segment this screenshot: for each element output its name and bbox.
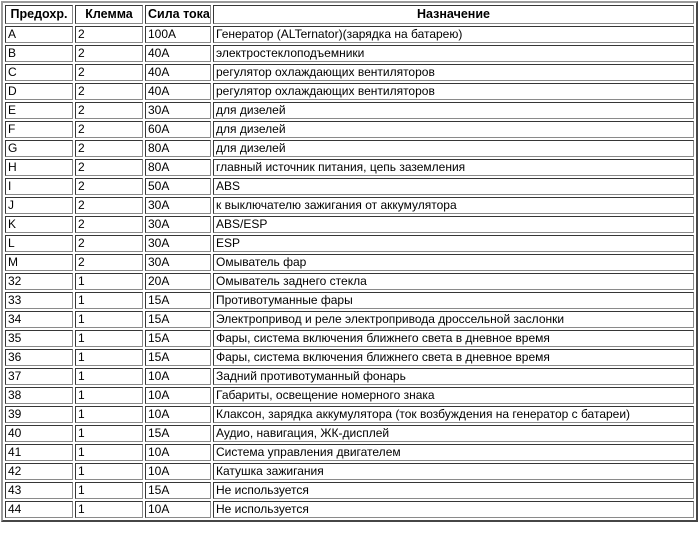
terminal-cell: 2 xyxy=(75,197,143,214)
table-row xyxy=(5,501,694,518)
fuse-cell: E xyxy=(5,102,73,119)
purpose-cell: Задний противотуманный фонарь xyxy=(213,368,694,385)
fuse-cell: 33 xyxy=(5,292,73,309)
purpose-cell: ESP xyxy=(213,235,694,252)
purpose-cell: Аудио, навигация, ЖК-дисплей xyxy=(213,425,694,442)
purpose-cell: к выключателю зажигания от аккумулятора xyxy=(213,197,694,214)
table-body xyxy=(5,26,694,518)
amperage-cell: 10A xyxy=(145,406,211,423)
purpose-cell: регулятор охлаждающих вентиляторов xyxy=(213,83,694,100)
purpose-cell: ABS/ESP xyxy=(213,216,694,233)
terminal-cell: 1 xyxy=(75,501,143,518)
fuse-cell: C xyxy=(5,64,73,81)
purpose-cell: ABS xyxy=(213,178,694,195)
amperage-cell: 10A xyxy=(145,463,211,480)
terminal-cell: 1 xyxy=(75,330,143,347)
terminal-cell: 2 xyxy=(75,235,143,252)
purpose-cell: Фары, система включения ближнего света в дневное время xyxy=(213,330,694,347)
table-row xyxy=(5,121,694,138)
table-row xyxy=(5,197,694,214)
amperage-cell: 60A xyxy=(145,121,211,138)
purpose-cell: Генератор (ALTernator)(зарядка на батарею) xyxy=(213,26,694,43)
fuse-assignment-table xyxy=(1,1,698,522)
purpose-cell: Система управления двигателем xyxy=(213,444,694,461)
purpose-cell: Габариты, освещение номерного знака xyxy=(213,387,694,404)
fuse-cell: J xyxy=(5,197,73,214)
purpose-cell: Не используется xyxy=(213,482,694,499)
purpose-cell: Омыватель фар xyxy=(213,254,694,271)
fuse-cell: 42 xyxy=(5,463,73,480)
amperage-cell: 15A xyxy=(145,292,211,309)
terminal-cell: 1 xyxy=(75,292,143,309)
terminal-cell: 2 xyxy=(75,140,143,157)
terminal-cell: 2 xyxy=(75,64,143,81)
table-row xyxy=(5,387,694,404)
terminal-cell: 2 xyxy=(75,121,143,138)
terminal-cell: 2 xyxy=(75,159,143,176)
amperage-cell: 10A xyxy=(145,368,211,385)
amperage-cell: 15A xyxy=(145,425,211,442)
amperage-cell: 80A xyxy=(145,140,211,157)
amperage-cell: 20A xyxy=(145,273,211,290)
amperage-cell: 40A xyxy=(145,83,211,100)
purpose-cell: Фары, система включения ближнего света в дневное время xyxy=(213,349,694,366)
fuse-cell: H xyxy=(5,159,73,176)
amperage-cell: 30A xyxy=(145,235,211,252)
terminal-cell: 2 xyxy=(75,254,143,271)
table-row xyxy=(5,425,694,442)
table-row xyxy=(5,444,694,461)
purpose-cell: для дизелей xyxy=(213,121,694,138)
fuse-cell: I xyxy=(5,178,73,195)
terminal-cell: 1 xyxy=(75,387,143,404)
fuse-cell: 36 xyxy=(5,349,73,366)
table-row xyxy=(5,159,694,176)
fuse-cell: G xyxy=(5,140,73,157)
table-row xyxy=(5,140,694,157)
amperage-cell: 100A xyxy=(145,26,211,43)
table-row xyxy=(5,330,694,347)
amperage-cell: 40A xyxy=(145,64,211,81)
table-row xyxy=(5,368,694,385)
fuse-cell: L xyxy=(5,235,73,252)
purpose-cell: Электропривод и реле электропривода дроссельной заслонки xyxy=(213,311,694,328)
amperage-cell: 15A xyxy=(145,330,211,347)
fuse-cell: M xyxy=(5,254,73,271)
purpose-cell: Не используется xyxy=(213,501,694,518)
purpose-cell: Омыватель заднего стекла xyxy=(213,273,694,290)
table-row xyxy=(5,64,694,81)
purpose-cell: электростеклоподъемники xyxy=(213,45,694,62)
fuse-cell: 44 xyxy=(5,501,73,518)
amperage-cell: 80A xyxy=(145,159,211,176)
column-header-fuse: Предохр. xyxy=(5,5,73,24)
amperage-cell: 10A xyxy=(145,387,211,404)
table-row xyxy=(5,254,694,271)
table-row xyxy=(5,311,694,328)
terminal-cell: 1 xyxy=(75,311,143,328)
fuse-cell: A xyxy=(5,26,73,43)
amperage-cell: 30A xyxy=(145,254,211,271)
fuse-cell: 34 xyxy=(5,311,73,328)
purpose-cell: Клаксон, зарядка аккумулятора (ток возбуждения на генератор с батареи) xyxy=(213,406,694,423)
amperage-cell: 30A xyxy=(145,102,211,119)
terminal-cell: 2 xyxy=(75,83,143,100)
amperage-cell: 10A xyxy=(145,444,211,461)
terminal-cell: 1 xyxy=(75,349,143,366)
terminal-cell: 1 xyxy=(75,463,143,480)
table-row xyxy=(5,178,694,195)
terminal-cell: 2 xyxy=(75,26,143,43)
table-row xyxy=(5,102,694,119)
table-row xyxy=(5,463,694,480)
table-row xyxy=(5,235,694,252)
terminal-cell: 1 xyxy=(75,425,143,442)
purpose-cell: главный источник питания, цепь заземления xyxy=(213,159,694,176)
table-row xyxy=(5,83,694,100)
terminal-cell: 1 xyxy=(75,273,143,290)
terminal-cell: 1 xyxy=(75,444,143,461)
purpose-cell: регулятор охлаждающих вентиляторов xyxy=(213,64,694,81)
fuse-cell: 35 xyxy=(5,330,73,347)
terminal-cell: 1 xyxy=(75,482,143,499)
table-row xyxy=(5,292,694,309)
column-header-terminal: Клемма xyxy=(75,5,143,24)
purpose-cell: Катушка зажигания xyxy=(213,463,694,480)
fuse-cell: 37 xyxy=(5,368,73,385)
header-row xyxy=(5,5,694,24)
fuse-cell: 40 xyxy=(5,425,73,442)
terminal-cell: 1 xyxy=(75,406,143,423)
table-row xyxy=(5,45,694,62)
fuse-cell: D xyxy=(5,83,73,100)
purpose-cell: Противотуманные фары xyxy=(213,292,694,309)
amperage-cell: 30A xyxy=(145,216,211,233)
fuse-cell: B xyxy=(5,45,73,62)
fuse-cell: 43 xyxy=(5,482,73,499)
terminal-cell: 2 xyxy=(75,178,143,195)
amperage-cell: 15A xyxy=(145,482,211,499)
amperage-cell: 15A xyxy=(145,349,211,366)
column-header-purpose: Назначение xyxy=(213,5,694,24)
fuse-cell: 38 xyxy=(5,387,73,404)
terminal-cell: 2 xyxy=(75,45,143,62)
fuse-cell: K xyxy=(5,216,73,233)
amperage-cell: 30A xyxy=(145,197,211,214)
table-row xyxy=(5,273,694,290)
table-row xyxy=(5,349,694,366)
amperage-cell: 15A xyxy=(145,311,211,328)
fuse-cell: 41 xyxy=(5,444,73,461)
purpose-cell: для дизелей xyxy=(213,102,694,119)
terminal-cell: 1 xyxy=(75,368,143,385)
amperage-cell: 40A xyxy=(145,45,211,62)
fuse-cell: 32 xyxy=(5,273,73,290)
purpose-cell: для дизелей xyxy=(213,140,694,157)
fuse-cell: F xyxy=(5,121,73,138)
table-row xyxy=(5,406,694,423)
terminal-cell: 2 xyxy=(75,216,143,233)
table-row xyxy=(5,482,694,499)
terminal-cell: 2 xyxy=(75,102,143,119)
amperage-cell: 10A xyxy=(145,501,211,518)
amperage-cell: 50A xyxy=(145,178,211,195)
column-header-amperage: Сила тока xyxy=(145,5,211,24)
table-row xyxy=(5,26,694,43)
fuse-cell: 39 xyxy=(5,406,73,423)
table-row xyxy=(5,216,694,233)
